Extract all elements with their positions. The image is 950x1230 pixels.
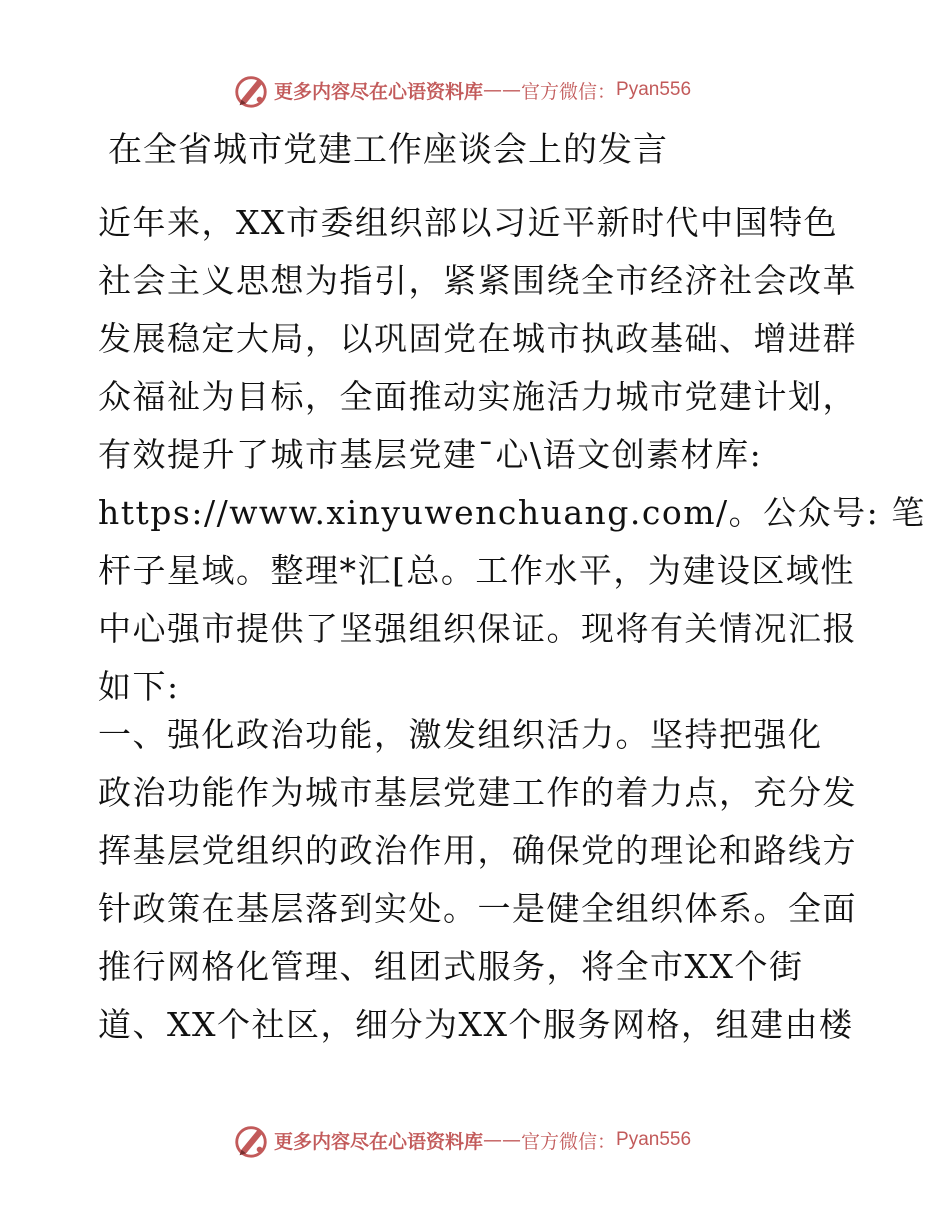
banner-wechat-id: Pyan556 <box>616 79 692 100</box>
pen-logo-icon <box>232 1121 270 1159</box>
text-line: 道、XX个社区，细分为XX个服务网格，组建由楼 <box>98 1005 854 1044</box>
banner-wechat-label: 官方微信： <box>521 80 617 103</box>
text-line: 近年来，XX市委组织部以习近平新时代中国特色 <box>98 203 838 242</box>
text-line: 有效提升了城市基层党建¯心\语文创素材库: <box>98 435 763 474</box>
text-line: 发展稳定大局，以巩固党在城市执政基础、增进群 <box>98 319 857 358</box>
text-line: 社会主义思想为指引，紧紧围绕全市经济社会改革 <box>98 261 857 300</box>
paragraph-section-one <box>98 706 858 1054</box>
text-line: 挥基层党组织的政治作用，确保党的理论和路线方 <box>98 831 857 870</box>
text-line-url: https://www.xinyuwenchuang.com/。公众号: 笔 <box>98 493 926 532</box>
text-line: 如下: <box>98 667 180 706</box>
banner-brand-text: 更多内容尽在心语资料库 <box>274 80 484 103</box>
text-line: 众福祉为目标，全面推动实施活力城市党建计划， <box>98 377 857 416</box>
text-line: 推行网格化管理、组团式服务，将全市XX个街 <box>98 947 804 986</box>
text-line: 杆子星域。整理*汇[总。工作水平，为建设区域性 <box>98 551 855 590</box>
banner-separator: —— <box>483 79 522 101</box>
banner-brand-text: 更多内容尽在心语资料库 <box>274 1130 484 1153</box>
pen-logo-icon <box>232 71 270 109</box>
text-line: 中心强市提供了坚强组织保证。现将有关情况汇报 <box>98 609 857 648</box>
document-title: 在全省城市党建工作座谈会上的发言 <box>108 130 668 170</box>
banner-separator: —— <box>483 1129 522 1151</box>
header-watermark-banner <box>232 70 752 110</box>
paragraph-intro <box>98 194 926 716</box>
footer-watermark-banner <box>232 1120 752 1160</box>
text-line: 一、强化政治功能，激发组织活力。坚持把强化 <box>98 715 823 754</box>
text-line: 针政策在基层落到实处。一是健全组织体系。全面 <box>98 889 857 928</box>
banner-wechat-id: Pyan556 <box>616 1129 692 1150</box>
text-line: 政治功能作为城市基层党建工作的着力点，充分发 <box>98 773 857 812</box>
banner-wechat-label: 官方微信： <box>521 1130 617 1153</box>
